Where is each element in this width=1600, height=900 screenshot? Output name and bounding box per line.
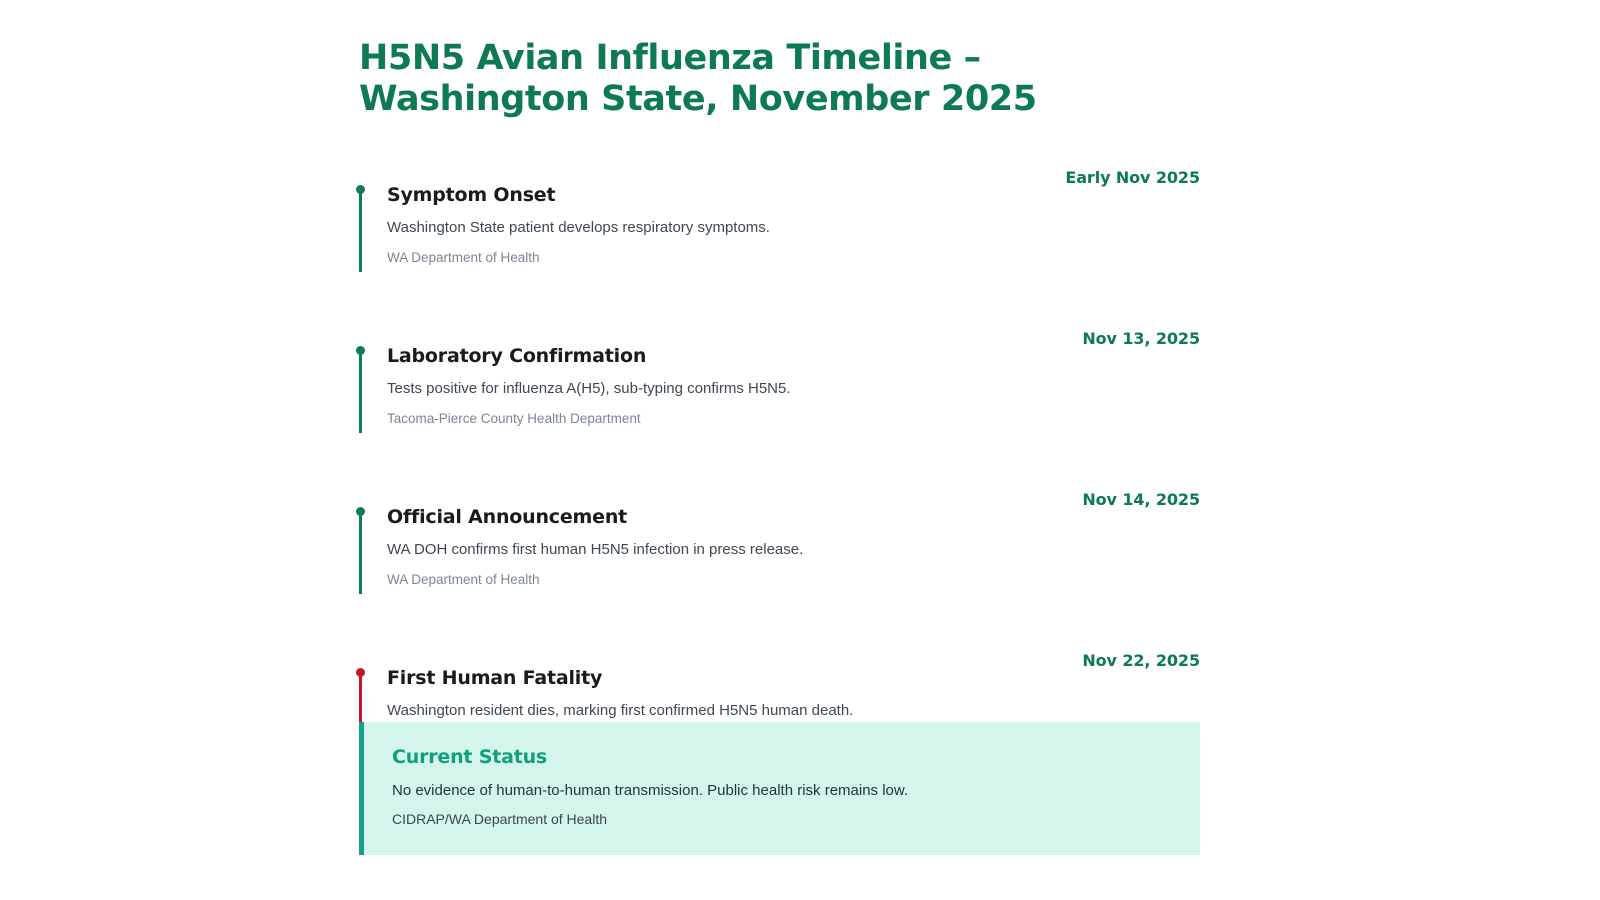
timeline-event-description: Tests positive for influenza A(H5), sub-typing confirms H5N5. (387, 380, 791, 397)
timeline-event-title: Symptom Onset (387, 184, 556, 206)
timeline-node-marker-icon (356, 668, 365, 677)
timeline-event-description: Washington resident dies, marking first confirmed H5N5 human death. (387, 702, 854, 719)
current-status-text: No evidence of human-to-human transmission. Public health risk remains low. (392, 782, 909, 799)
timeline-event-description: Washington State patient develops respiratory symptoms. (387, 219, 770, 236)
timeline-axis-line (359, 349, 362, 433)
timeline-axis-line (359, 510, 362, 594)
timeline-node-marker-icon (356, 507, 365, 516)
timeline-event-date: Early Nov 2025 (1065, 168, 1200, 187)
timeline-event (359, 163, 1200, 267)
current-status-callout (359, 722, 1200, 855)
timeline-axis-line (359, 188, 362, 272)
timeline-event-date: Nov 13, 2025 (1082, 329, 1200, 348)
timeline-event-source: Tacoma-Pierce County Health Department (387, 411, 641, 426)
timeline-event-source: WA Department of Health (387, 250, 540, 265)
timeline-event-date: Nov 14, 2025 (1082, 490, 1200, 509)
timeline-event-source: WA Department of Health (387, 572, 540, 587)
timeline-event-title: Laboratory Confirmation (387, 345, 647, 367)
timeline-event-date: Nov 22, 2025 (1082, 651, 1200, 670)
timeline-event-description: WA DOH confirms first human H5N5 infection in press release. (387, 541, 804, 558)
timeline-event-title: Official Announcement (387, 506, 628, 528)
timeline-node-marker-icon (356, 185, 365, 194)
current-status-title: Current Status (392, 746, 548, 768)
timeline-event-title: First Human Fatality (387, 667, 603, 689)
page-title: H5N5 Avian Influenza Timeline – Washington State, November 2025 (359, 38, 1037, 119)
timeline-event (359, 485, 1200, 589)
current-status-source: CIDRAP/WA Department of Health (392, 811, 608, 827)
timeline-node-marker-icon (356, 346, 365, 355)
timeline-event (359, 324, 1200, 428)
timeline-list (359, 163, 1200, 750)
